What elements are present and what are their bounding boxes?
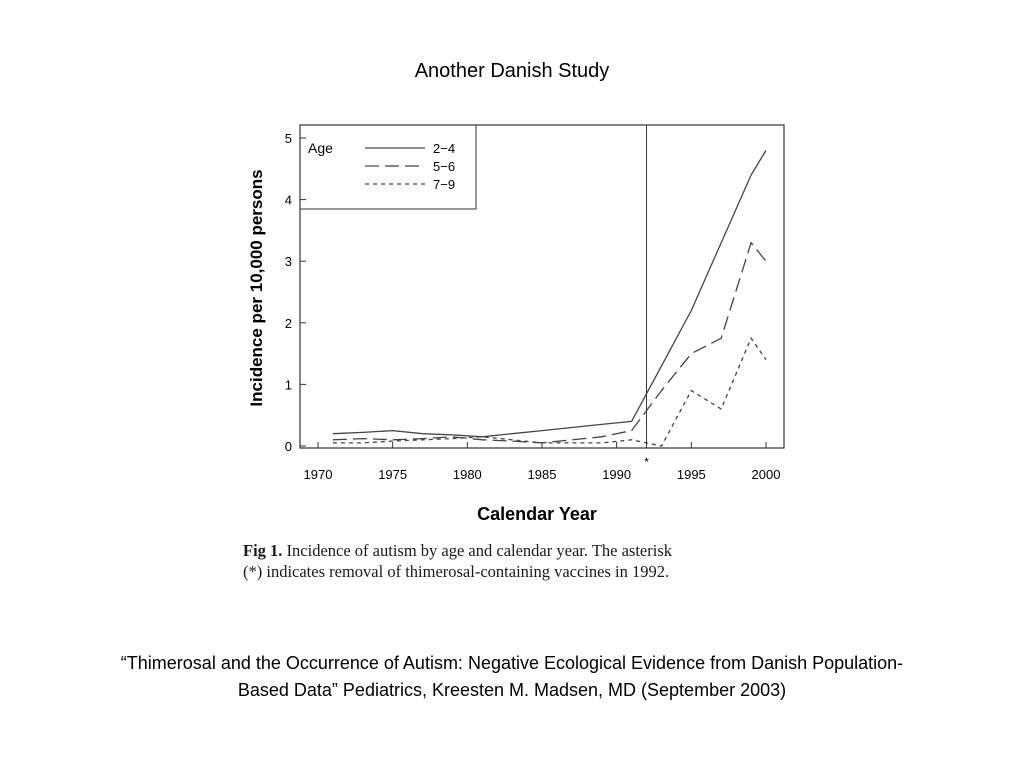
slide-title: Another Danish Study — [414, 60, 610, 82]
x-tick-label: 1980 — [452, 467, 482, 482]
x-tick-label: 1995 — [676, 467, 706, 482]
caption-text-1: Incidence of autism by age and calendar year. The asterisk — [286, 541, 672, 560]
x-tick-label: 1975 — [378, 467, 408, 482]
y-tick-label: 1 — [284, 377, 292, 393]
legend-label-3: 7−9 — [433, 177, 456, 192]
citation-line-1: “Thimerosal and the Occurrence of Autism: Negative Ecological Evidence from Danish Population- — [120, 653, 904, 673]
caption-text-2: (*) indicates removal of thimerosal-containing vaccines in 1992. — [243, 562, 670, 581]
y-tick-label: 4 — [284, 192, 292, 208]
y-tick-label: 5 — [284, 131, 292, 146]
y-axis-label: Incidence per 10,000 persons — [247, 169, 266, 407]
legend — [300, 125, 476, 209]
y-tick-label: 0 — [284, 439, 292, 454]
y-tick-label: 2 — [284, 315, 292, 331]
caption-label: Fig 1. — [243, 541, 283, 560]
x-tick-label: 1970 — [303, 467, 333, 482]
figure-caption — [243, 540, 803, 582]
legend-label-2: 5−6 — [433, 159, 456, 174]
incidence-chart — [230, 118, 800, 530]
x-tick-label: 1985 — [527, 467, 557, 482]
x-axis-label: Calendar Year — [477, 504, 597, 524]
plot-frame — [300, 125, 784, 448]
series-line-2 — [333, 243, 766, 443]
citation — [40, 650, 984, 704]
legend-title: Age — [308, 140, 333, 156]
series-line-1 — [333, 150, 766, 437]
x-tick-label: 2000 — [751, 467, 781, 482]
citation-line-2: Based Data” Pediatrics, Kreesten M. Madsen, MD (September 2003) — [237, 680, 787, 700]
legend-label-1: 2−4 — [433, 141, 456, 156]
y-tick-label: 3 — [284, 254, 292, 270]
x-tick-label: 1990 — [602, 467, 632, 482]
asterisk-marker: * — [644, 455, 649, 469]
caption-line-1 — [243, 540, 803, 561]
